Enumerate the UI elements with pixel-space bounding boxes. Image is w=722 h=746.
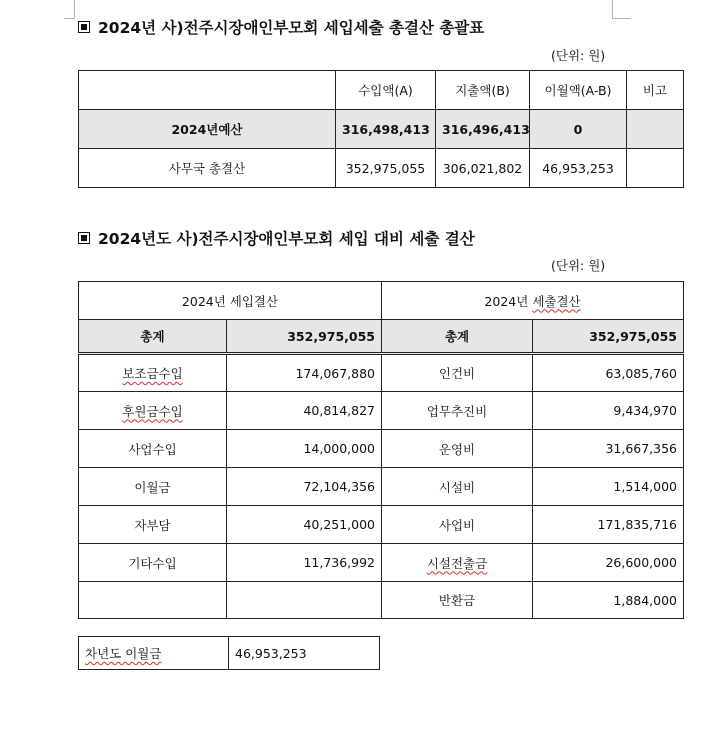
- budget-income: 316,498,413: [336, 110, 436, 149]
- budget-label: 2024년예산: [79, 110, 336, 149]
- income-item: [79, 582, 227, 619]
- settlement-label: 사무국 총결산: [79, 149, 336, 188]
- income-section-header: 2024년 세입결산: [79, 282, 382, 320]
- table-row: [79, 544, 684, 582]
- expense-amount: 1,884,000: [533, 582, 684, 619]
- expense-total-value: 352,975,055: [533, 320, 684, 354]
- summary-title: 2024년 사)전주시장애인부모회 세입세출 총결산 총괄표: [98, 19, 485, 37]
- income-item: 이월금: [79, 468, 227, 506]
- expense-section-header: 2024년 세출결산: [382, 282, 684, 320]
- income-item: 보조금수입: [79, 354, 227, 392]
- budget-carryover: 0: [530, 110, 627, 149]
- budget-expense: 316,496,413: [436, 110, 530, 149]
- expense-item: 반환금: [382, 582, 533, 619]
- total-row: [79, 320, 684, 354]
- next-year-table: [78, 636, 380, 670]
- summary-header-row: [79, 71, 684, 110]
- comparison-unit: (단위: 원): [551, 258, 606, 273]
- expense-item: 사업비: [382, 506, 533, 544]
- expense-amount: 31,667,356: [533, 430, 684, 468]
- expense-item: 인건비: [382, 354, 533, 392]
- settlement-expense: 306,021,802: [436, 149, 530, 188]
- filled-square-bullet-icon: [78, 232, 90, 244]
- table-row: [79, 582, 684, 619]
- income-amount: 174,067,880: [227, 354, 382, 392]
- table-row: [79, 468, 684, 506]
- settlement-note: [627, 149, 684, 188]
- page-corner-mark-left: [64, 0, 75, 19]
- settlement-row: [79, 149, 684, 188]
- expense-item: 업무추진비: [382, 392, 533, 430]
- comparison-header-row: [79, 282, 684, 320]
- income-amount: 11,736,992: [227, 544, 382, 582]
- header-expense: 지출액(B): [436, 71, 530, 110]
- income-total-value: 352,975,055: [227, 320, 382, 354]
- comparison-heading: [78, 227, 475, 249]
- expense-amount: 171,835,716: [533, 506, 684, 544]
- expense-amount: 63,085,760: [533, 354, 684, 392]
- settlement-carryover: 46,953,253: [530, 149, 627, 188]
- page-corner-mark-right: [612, 0, 631, 19]
- next-year-label: 차년도 이월금: [79, 637, 229, 670]
- header-income: 수입액(A): [336, 71, 436, 110]
- expense-amount: 9,434,970: [533, 392, 684, 430]
- income-amount: 40,814,827: [227, 392, 382, 430]
- summary-heading: [78, 16, 484, 38]
- income-amount: 14,000,000: [227, 430, 382, 468]
- income-item: 기타수입: [79, 544, 227, 582]
- summary-header-blank: [79, 71, 336, 110]
- summary-unit: (단위: 원): [551, 48, 606, 63]
- comparison-title: 2024년도 사)전주시장애인부모회 세입 대비 세출 결산: [98, 230, 475, 248]
- header-note: 비고: [627, 71, 684, 110]
- budget-note: [627, 110, 684, 149]
- table-row: [79, 354, 684, 392]
- income-amount: [227, 582, 382, 619]
- next-year-row: [79, 637, 380, 670]
- expense-total-label: 총계: [382, 320, 533, 354]
- settlement-income: 352,975,055: [336, 149, 436, 188]
- comparison-table: [78, 281, 684, 619]
- table-row: [79, 430, 684, 468]
- income-item: 후원금수입: [79, 392, 227, 430]
- income-item: 자부담: [79, 506, 227, 544]
- income-amount: 40,251,000: [227, 506, 382, 544]
- income-total-label: 총계: [79, 320, 227, 354]
- budget-row: [79, 110, 684, 149]
- expense-item: 시설비: [382, 468, 533, 506]
- income-item: 사업수입: [79, 430, 227, 468]
- summary-table: [78, 70, 684, 188]
- expense-item: 운영비: [382, 430, 533, 468]
- income-amount: 72,104,356: [227, 468, 382, 506]
- next-year-value: 46,953,253: [229, 637, 380, 670]
- table-row: [79, 392, 684, 430]
- expense-amount: 1,514,000: [533, 468, 684, 506]
- expense-header-word: 세출결산: [532, 293, 581, 309]
- table-row: [79, 506, 684, 544]
- expense-item: 시설전출금: [382, 544, 533, 582]
- expense-amount: 26,600,000: [533, 544, 684, 582]
- filled-square-bullet-icon: [78, 21, 90, 33]
- header-carryover: 이월액(A-B): [530, 71, 627, 110]
